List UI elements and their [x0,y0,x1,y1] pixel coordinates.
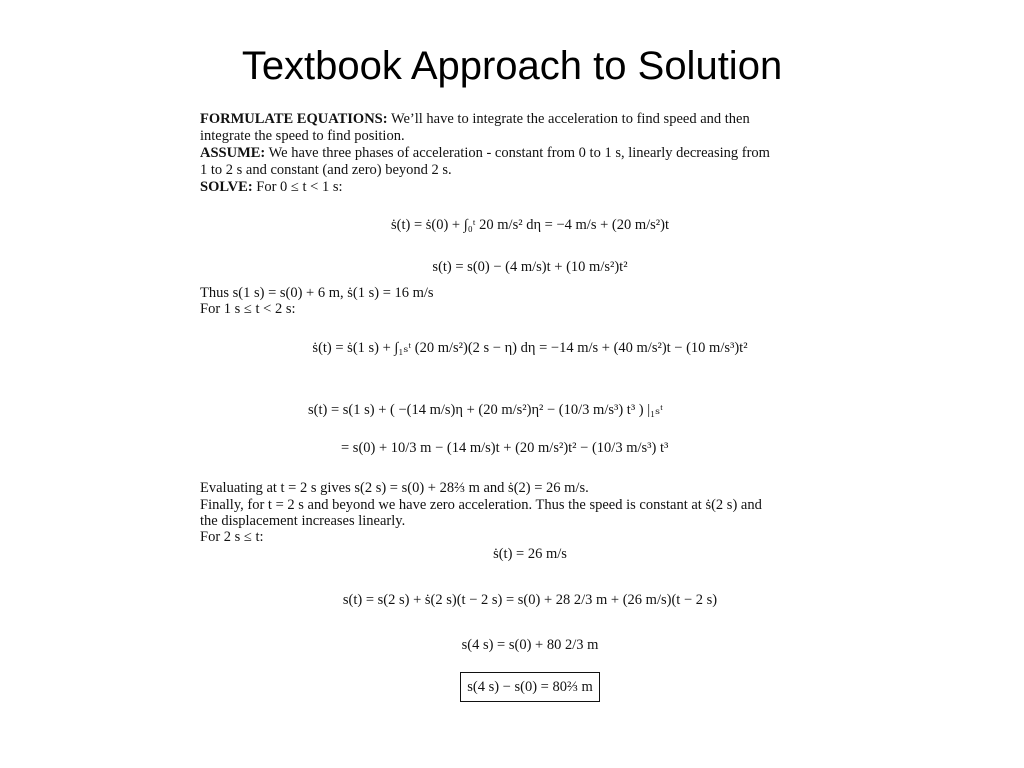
assume-line-2: 1 to 2 s and constant (and zero) beyond 2 s. [200,162,452,178]
finally-line-1: Finally, for t = 2 s and beyond we have zero acceleration. Thus the speed is constant at ṡ(2 s) and [200,497,762,513]
equation-speed-phase2: ṡ(t) = ṡ(1 s) + ∫₁ₛᵗ (20 m/s²)(2 s − η) dη = −14 m/s + (40 m/s²)t − (10 m/s³)t² [312,340,748,356]
assume-label: ASSUME: [200,145,266,161]
equation-position-phase2-a: s(t) = s(1 s) + ( −(14 m/s)η + (20 m/s²)η² − (10/3 m/s³) t³ ) |₁ₛᵗ [308,402,663,418]
finally-line-2: the displacement increases linearly. [200,513,406,529]
slide-title: Textbook Approach to Solution [241,44,783,88]
solve-line [200,179,860,196]
phase3-line: For 2 s ≤ t: [200,529,264,545]
assume-text-1: We have three phases of acceleration - constant from 0 to 1 s, linearly decreasing from [268,145,770,161]
equation-position-phase1: s(t) = s(0) − (4 m/s)t + (10 m/s²)t² [432,259,628,275]
evaluating-line: Evaluating at t = 2 s gives s(2 s) = s(0) + 28⅔ m and ṡ(2) = 26 m/s. [200,480,589,496]
formulate-line-1 [200,111,860,128]
formulate-label: FORMULATE EQUATIONS: [200,111,388,127]
equation-position-at-4s: s(4 s) = s(0) + 80 2/3 m [461,637,599,653]
final-result-box [300,672,760,702]
equation-speed-phase3: ṡ(t) = 26 m/s [493,546,567,562]
solve-text: For 0 ≤ t < 1 s: [256,179,343,195]
formulate-line-2: integrate the speed to find position. [200,128,405,144]
equation-position-phase2-b: = s(0) + 10/3 m − (14 m/s)t + (20 m/s²)t² − (10/3 m/s³) t³ [341,440,669,456]
assume-line-1 [200,145,860,162]
thus-line: Thus s(1 s) = s(0) + 6 m, ṡ(1 s) = 16 m/s [200,285,434,301]
equation-position-phase3: s(t) = s(2 s) + ṡ(2 s)(t − 2 s) = s(0) + 28 2/3 m + (26 m/s)(t − 2 s) [342,592,718,608]
equation-speed-phase1: ṡ(t) = ṡ(0) + ∫₀ᵗ 20 m/s² dη = −4 m/s + (20 m/s²)t [390,217,669,233]
solve-label: SOLVE: [200,179,253,195]
formulate-text-1: We’ll have to integrate the acceleration to find speed and then [390,111,750,127]
final-result: s(4 s) − s(0) = 80⅔ m [460,672,600,702]
phase2-line: For 1 s ≤ t < 2 s: [200,301,296,317]
